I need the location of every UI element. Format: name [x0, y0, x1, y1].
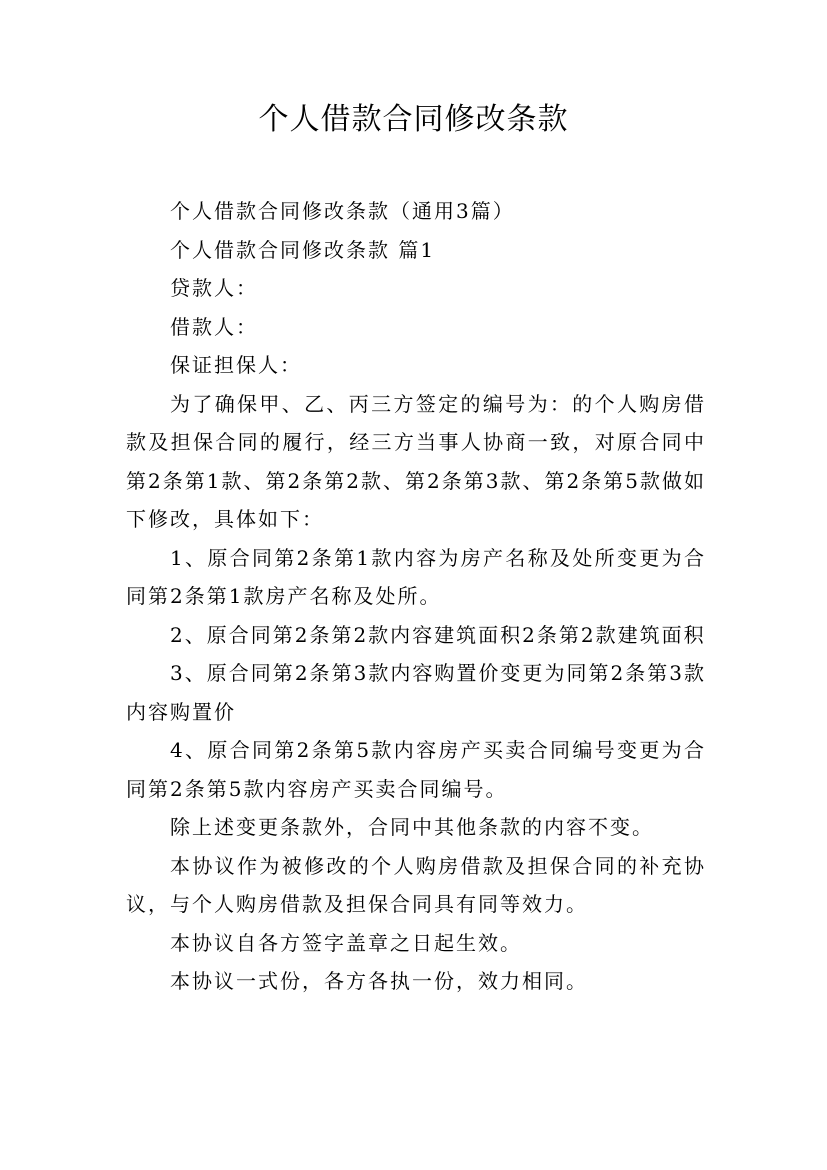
paragraph-guarantor: 保证担保人： — [170, 353, 302, 377]
paragraph-item-2: 2、原合同第2条第2款内容建筑面积2条第2款建筑面积 — [170, 622, 706, 647]
paragraph-borrower: 借款人： — [170, 314, 258, 339]
paragraph-supplementary: 本协议作为被修改的个人购房借款及担保合同的补充协议，与个人购房借款及担保合同具有同等效力。 — [126, 853, 706, 916]
paragraph-lender: 贷款人： — [170, 276, 258, 300]
paragraph-copies: 本协议一式份，各方各执一份，效力相同。 — [170, 969, 588, 993]
paragraph-section-title: 个人借款合同修改条款 篇1 — [170, 237, 436, 262]
paragraph-item-4: 4、原合同第2条第5款内容房产买卖合同编号变更为合同第2条第5款内容房产买卖合同编号。 — [126, 738, 706, 801]
paragraph-effective: 本协议自各方签字盖章之日起生效。 — [170, 930, 522, 955]
paragraph-item-1: 1、原合同第2条第1款内容为房产名称及处所变更为合同第2条第1款房产名称及处所。 — [126, 545, 706, 608]
paragraph-heading-general: 个人借款合同修改条款（通用3篇） — [170, 199, 515, 223]
document-body — [126, 192, 706, 1001]
paragraph-intro: 为了确保甲、乙、丙三方签定的编号为：的个人购房借款及担保合同的履行，经三方当事人协商一致，对原合同中第2条第1款、第2条第2款、第2条第3款、第2条第5款做如下修改，具体如下： — [126, 391, 706, 531]
document-title: 个人借款合同修改条款 — [258, 102, 569, 137]
paragraph-item-3: 3、原合同第2条第3款内容购置价变更为同第2条第3款内容购置价 — [126, 661, 706, 724]
paragraph-unchanged-terms: 除上述变更条款外，合同中其他条款的内容不变。 — [170, 815, 654, 839]
